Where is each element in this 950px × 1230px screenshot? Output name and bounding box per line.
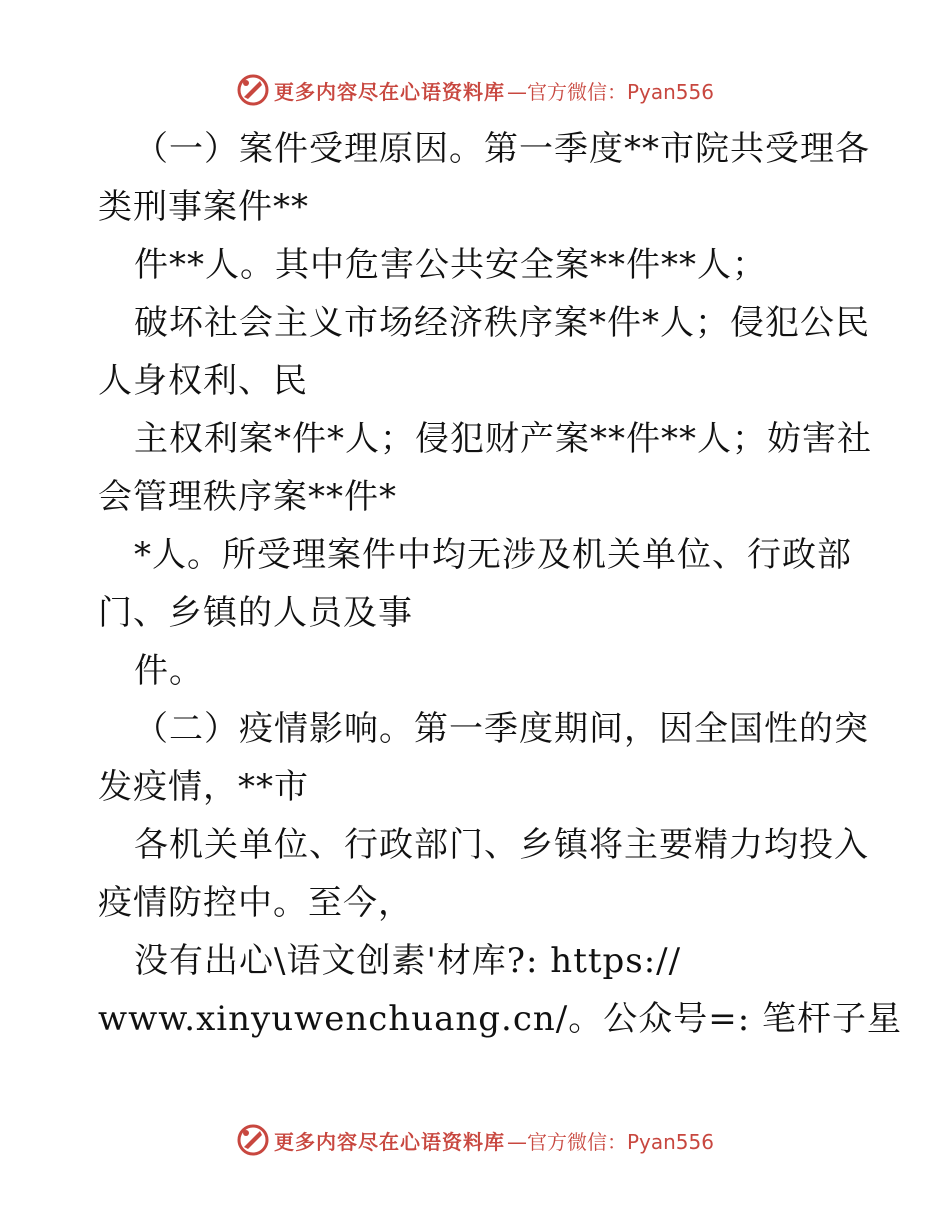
banner-wechat-text: —官方微信：Pyan556 <box>506 1129 714 1154</box>
doc-line-12: 发疫情，**市 <box>98 767 309 807</box>
doc-line-14: 疫情防控中。至今， <box>98 883 413 923</box>
doc-line-2: 类刑事案件** <box>98 187 309 227</box>
document-body <box>98 120 902 1048</box>
doc-line-16: www.xinyuwenchuang.cn/。公众号=: 笔杆子星 <box>98 999 902 1039</box>
banner-brand-text: 更多内容尽在心语资料库 <box>273 1129 505 1154</box>
quill-logo-icon <box>236 1123 270 1157</box>
doc-line-11: （二）疫情影响。第一季度期间，因全国性的突 <box>134 709 869 749</box>
doc-line-15: 没有出心\语文创素'材库?: https:// <box>134 941 682 981</box>
quill-logo-icon <box>236 73 270 107</box>
doc-line-1: （一）案件受理原因。第一季度**市院共受理各 <box>134 129 870 169</box>
footer-watermark-banner <box>0 1120 950 1160</box>
doc-line-10: 件。 <box>134 651 204 691</box>
doc-line-7: 会管理秩序案**件* <box>98 477 397 517</box>
banner-brand-text: 更多内容尽在心语资料库 <box>273 79 505 104</box>
banner-wechat-text: —官方微信：Pyan556 <box>506 79 714 104</box>
doc-line-9: 门、乡镇的人员及事 <box>98 593 413 633</box>
doc-line-4: 破坏社会主义市场经济秩序案*件*人；侵犯公民 <box>134 303 870 343</box>
header-watermark-banner <box>0 70 950 110</box>
doc-line-5: 人身权利、民 <box>98 361 308 401</box>
doc-line-8: *人。所受理案件中均无涉及机关单位、行政部 <box>134 535 852 575</box>
doc-line-3: 件**人。其中危害公共安全案**件**人； <box>134 245 767 285</box>
doc-line-13: 各机关单位、行政部门、乡镇将主要精力均投入 <box>134 825 869 865</box>
doc-line-6: 主权利案*件*人；侵犯财产案**件**人；妨害社 <box>134 419 872 459</box>
